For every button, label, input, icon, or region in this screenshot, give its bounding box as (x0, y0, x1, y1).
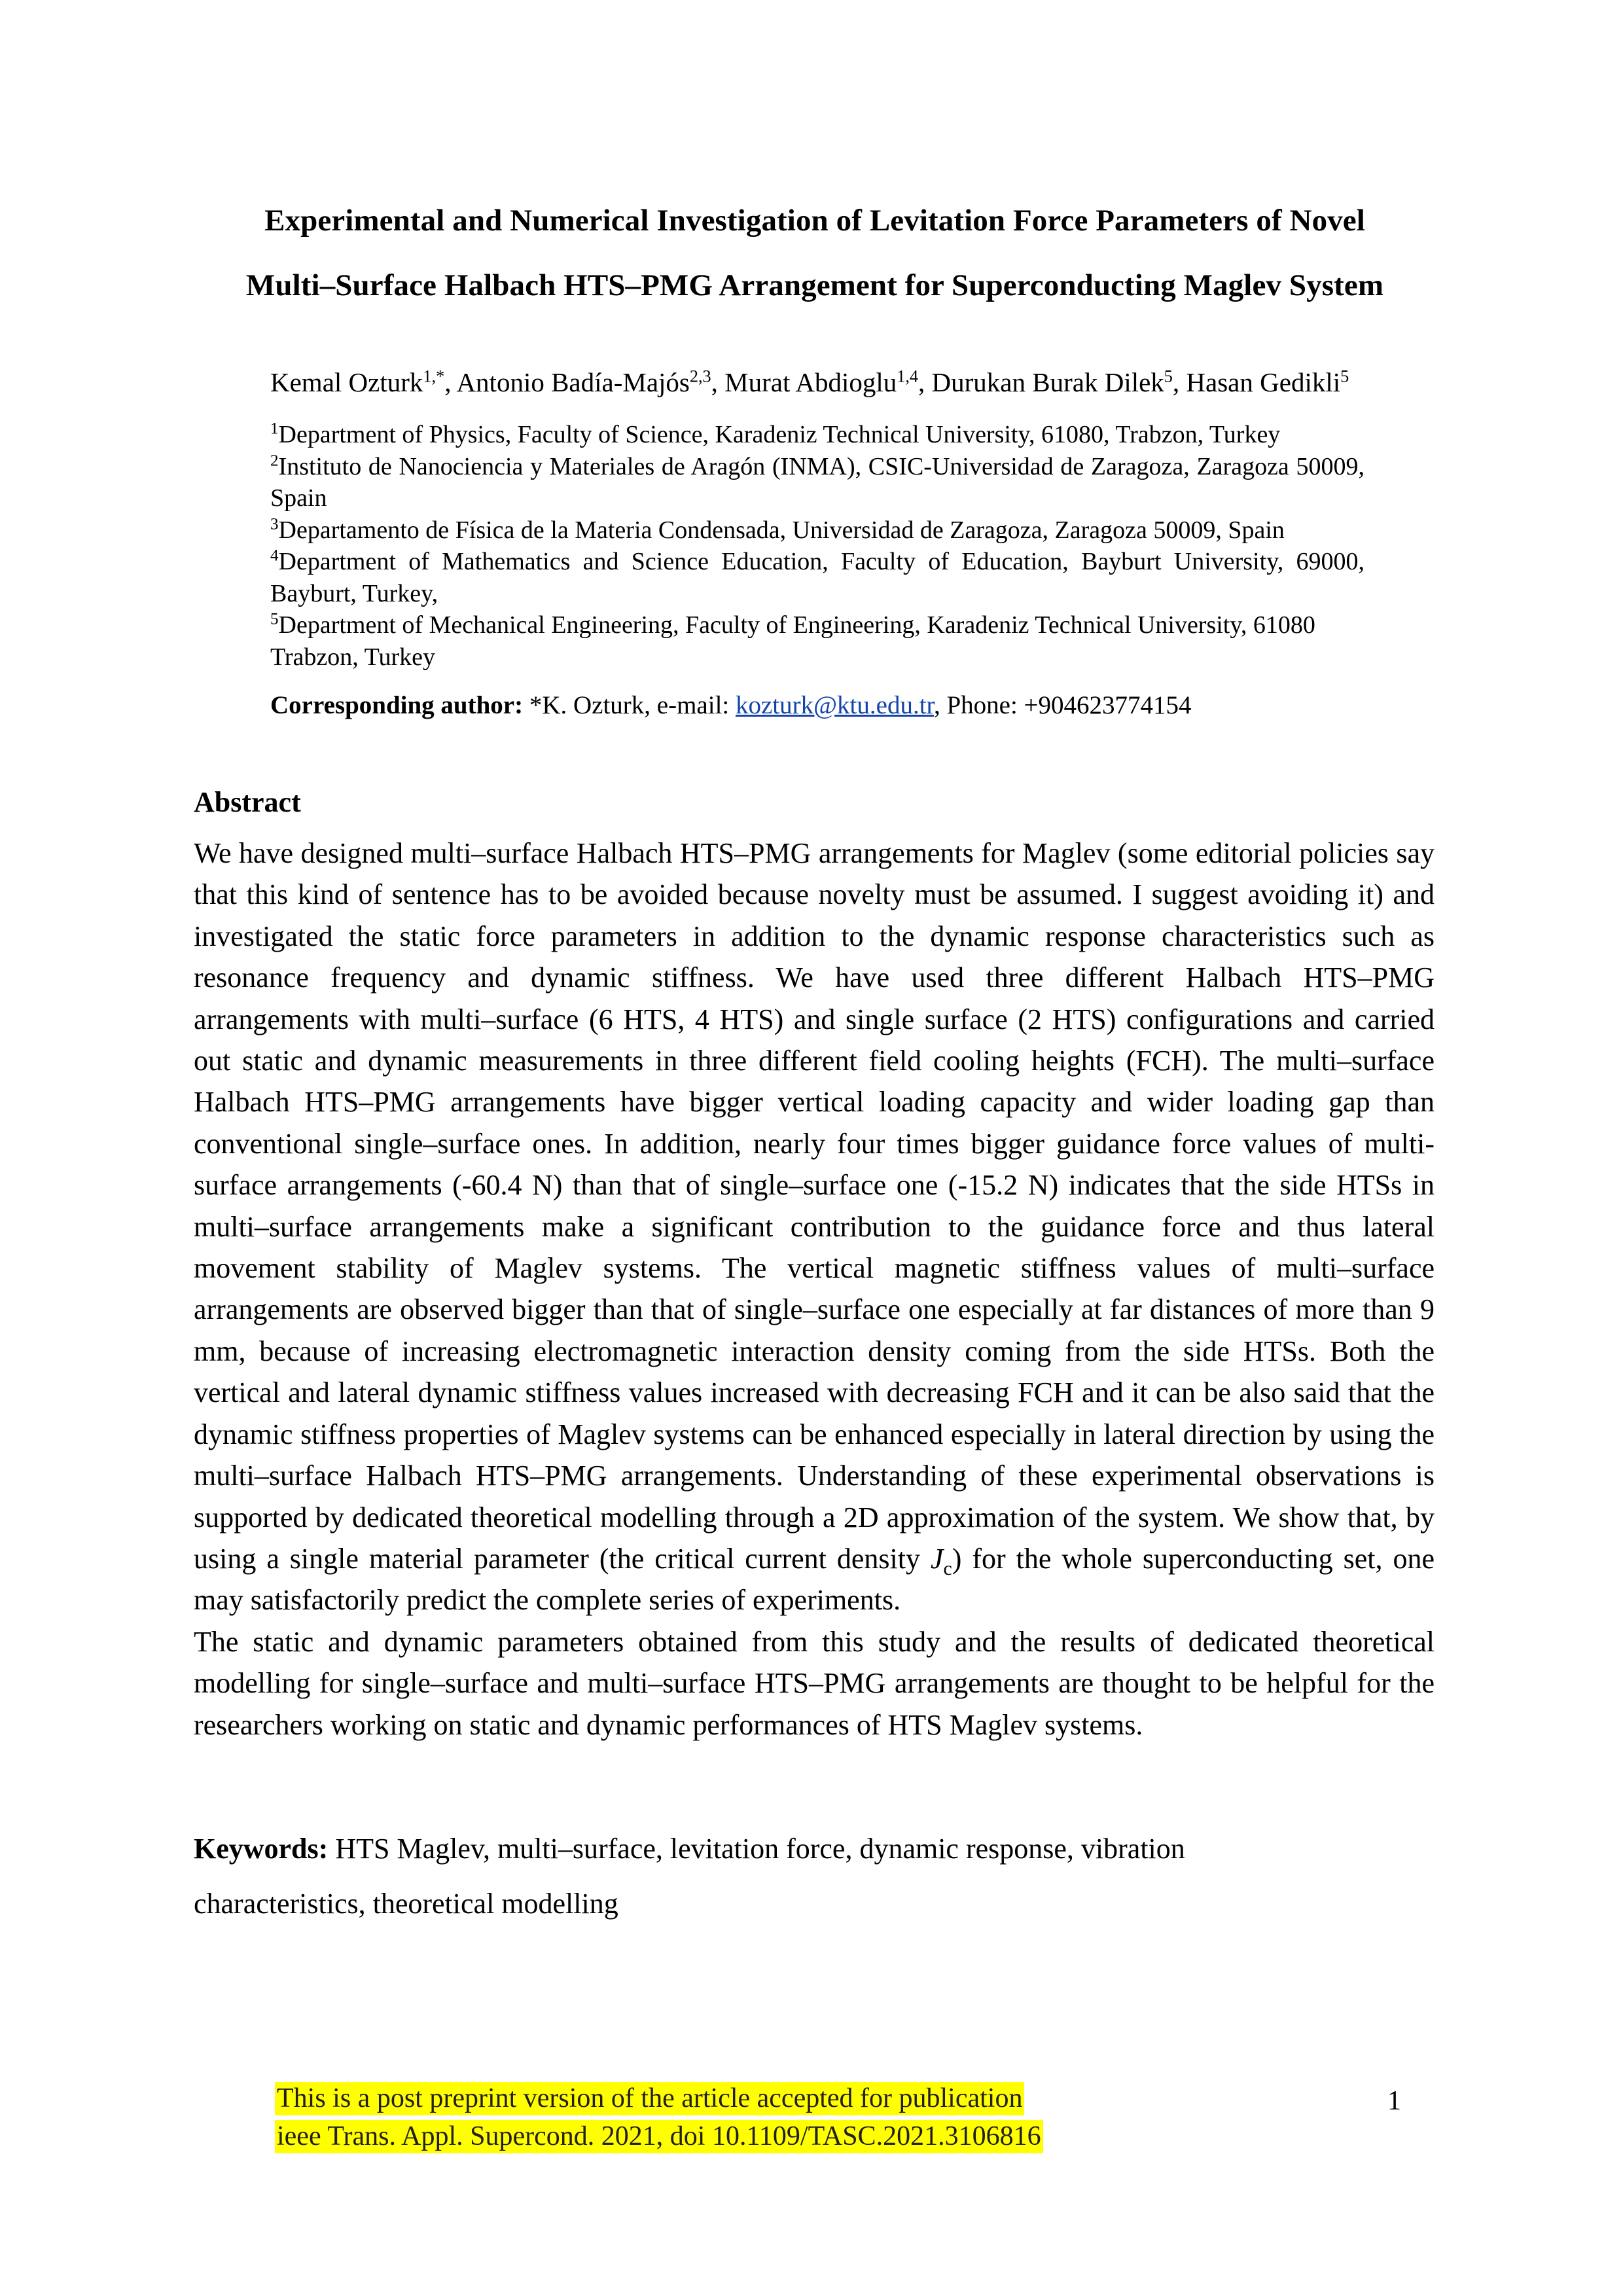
corresponding-author-line (270, 689, 1383, 722)
symbol-J-subscript: c (943, 1557, 952, 1579)
affiliation-text: Department of Mathematics and Science Education, Faculty of Education, Bayburt University, 69000, Bayburt, Turkey, (270, 548, 1364, 607)
author-list: Kemal Ozturk$^{1,*}$, Antonio Badía-Majós$^{2,3}$, Murat Abdioglu$^{1,4}$, Durukan Burak Dilek$^5$, Hasan Gedikli$^5$ (270, 367, 1349, 397)
preprint-notice (275, 2079, 1043, 2155)
affiliation-marker: 3 (270, 514, 279, 533)
abstract-text-part-1: We have designed multi–surface Halbach HTS–PMG arrangements for Maglev (some editorial policies say that this kind of sentence has to be avoided because novelty must be assumed. I suggest avoiding it) and investigated the static force parameters in addition to the dynamic response characteristics such as resonance frequency and dynamic stiffness. We have used three different Halbach HTS–PMG arrangements with multi–surface (6 HTS, 4 HTS) and single surface (2 HTS) configurations and carried out static and dynamic measurements in three different field cooling heights (FCH). The multi–surface Halbach HTS–PMG arrangements have bigger vertical loading capacity and wider loading gap than conventional single–surface ones. In addition, nearly four times bigger guidance force values of multi-surface arrangements (-60.4 N) than that of single–surface one (-15.2 N) indicates that the side HTSs in multi–surface arrangements make a significant contribution to the guidance force and thus lateral movement stability of Maglev systems. The vertical magnetic stiffness values of multi–surface arrangements are observed bigger than that of single–surface one especially at far distances of more than 9 mm, because of increasing electromagnetic interaction density coming from the side HTSs. Both the vertical and lateral dynamic stiffness values increased with decreasing FCH and it can be also said that the dynamic stiffness properties of Maglev systems can be enhanced especially in lateral direction by using the multi–surface Halbach HTS–PMG arrangements. Understanding of these experimental observations is supported by dedicated theoretical modelling through a 2D approximation of the system. We show that, by using a single material parameter (the critical current density (194, 837, 1435, 1575)
affiliation-marker: 2 (270, 451, 279, 469)
affiliation-item (270, 419, 1364, 451)
keywords-line-2: characteristics, theoretical modelling (194, 1888, 618, 1920)
corresponding-author-label: Corresponding author: (270, 691, 524, 719)
corresponding-author-email-link[interactable]: kozturk@ktu.edu.tr (736, 691, 934, 719)
title-line-1: Experimental and Numerical Investigation of Levitation Force Parameters of Novel (264, 204, 1365, 238)
corresponding-author-name: *K. Ozturk, e-mail: (523, 691, 736, 719)
affiliation-text: Department of Mechanical Engineering, Faculty of Engineering, Karadeniz Technical University, 61080 Trabzon, Turkey (270, 611, 1315, 671)
affiliation-item (270, 609, 1364, 673)
critical-current-density-symbol (930, 1542, 952, 1579)
abstract-text-part-2: ) for the whole superconducting set, one may satisfactorily predict the complete series of experiments. (194, 1542, 1435, 1617)
keywords-block (194, 1821, 1435, 1931)
author-name: Murat Abdioglu (724, 367, 897, 397)
keywords-text-line-1: HTS Maglev, multi–surface, levitation force, dynamic response, vibration (328, 1833, 1185, 1865)
abstract-paragraph-2: The static and dynamic parameters obtained from this study and the results of dedicated theoretical modelling for single–surface and multi–surface HTS–PMG arrangements are thought to be helpful for the researchers working on static and dynamic performances of HTS Maglev systems. (194, 1625, 1435, 1741)
author-affiliation-marker: 1,4 (897, 367, 919, 386)
abstract-heading: Abstract (194, 786, 301, 818)
page-title (196, 188, 1433, 318)
preprint-notice-highlight-2: ieee Trans. Appl. Supercond. 2021, doi 10.1109/TASC.2021.3106816 (275, 2120, 1043, 2153)
affiliation-list (270, 419, 1364, 673)
author-affiliation-marker: 5 (1164, 367, 1173, 386)
affiliation-item (270, 514, 1364, 547)
affiliation-marker: 5 (270, 610, 279, 628)
author-affiliation-marker: 5 (1340, 367, 1349, 386)
affiliation-item (270, 546, 1364, 609)
affiliation-item (270, 451, 1364, 514)
affiliation-text: Instituto de Nanociencia y Materiales de Aragón (INMA), CSIC-Universidad de Zaragoza, Zaragoza 50009, Spain (270, 452, 1364, 512)
keywords-line-1 (194, 1821, 1435, 1876)
abstract-paragraph-1 (194, 833, 1435, 1621)
symbol-J: J (930, 1542, 944, 1575)
author-affiliation-marker: 2,3 (689, 367, 711, 386)
preprint-notice-line-2 (275, 2117, 1043, 2155)
affiliation-text: Departamento de Física de la Materia Condensada, Universidad de Zaragoza, Zaragoza 50009, Spain (278, 516, 1285, 544)
title-line-2: Multi–Surface Halbach HTS–PMG Arrangement for Superconducting Maglev System (245, 268, 1384, 302)
preprint-notice-line-1 (275, 2079, 1043, 2117)
affiliation-marker: 4 (270, 547, 279, 565)
affiliation-marker: 1 (270, 420, 279, 438)
abstract-body (194, 833, 1435, 1746)
author-name: Hasan Gedikli (1186, 367, 1341, 397)
author-name: Antonio Badía-Majós (456, 367, 690, 397)
page-number: 1 (1387, 2086, 1401, 2116)
affiliation-text: Department of Physics, Faculty of Science, Karadeniz Technical University, 61080, Trabzon, Turkey (278, 421, 1281, 448)
author-affiliation-marker: 1,* (423, 367, 445, 386)
corresponding-author-phone: , Phone: +904623774154 (933, 691, 1192, 719)
author-name: Durukan Burak Dilek (931, 367, 1164, 397)
preprint-notice-highlight-1: This is a post preprint version of the article accepted for publication (275, 2082, 1024, 2115)
keywords-label: Keywords: (194, 1833, 329, 1865)
author-name: Kemal Ozturk (270, 367, 423, 397)
